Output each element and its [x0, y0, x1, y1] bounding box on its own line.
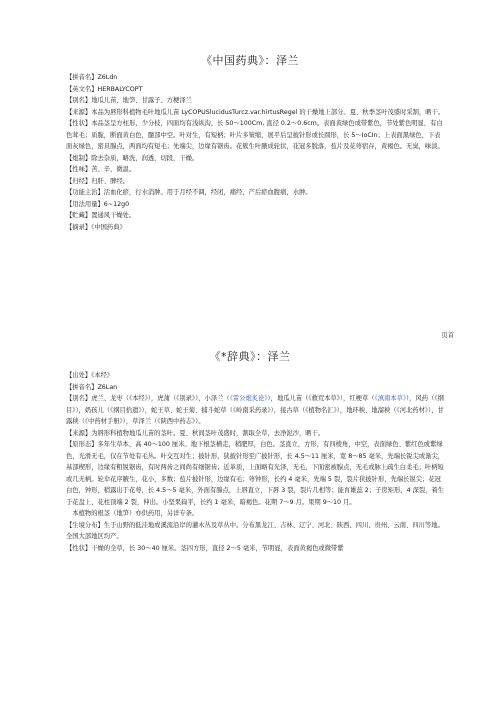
- doc1-characteristics: 【性状】本品茎呈方柱形，少分枝，四面均有浅纵沟，长 50～100Cm, 直径 0.2～0.6cm。表面黄绿色或带紫色，节处紫色明显，有白色茸毛；质脆，断面黄白色，髓部中空。叶对生，有短柄；叶片多皱缩，展平后呈披针形或长圆形，长 5～IoCIn；上表面黑绿色，下表面灰绿色，密具腺点，两面均有短毛；先端尖，边缘有锯齿。花簇生叶腋成轮状，花冠多脱落，苞片及花萼宿存，黄褐色。无臭，味淡。: [66, 120, 444, 150]
- doc2-pinyin: 【拼音名】Z6Lan: [66, 383, 118, 391]
- leigong-link[interactable]: 《雷公炮炙论》: [229, 395, 268, 402]
- doc1-excerpt: 【摘录】《中国药典》: [66, 223, 126, 231]
- doc2-morphology: 【原形态】多年生草本，高 40～100 厘米。地下根茎横走，稍肥厚，白色。茎直立，方形，有四棱角，中空，表面绿色、紫红色或紫绿色，光滑无毛，仅在节处有毛丛。叶交互对生；披针形，狭披针形至广披针形，长 4.5～11 厘米，宽 8～85 毫米，先端长锐尖或渐尖，基部楔形，边缘有粗锐锯齿，有时两齿之间尚有细锯齿；近革质，上面略有光泽，无毛，下面密被腺点，无毛或脉上疏生白柔毛；叶柄短或几无柄。轮伞花序腋生，花小，多数；苞片披针形，边缘有毛；萼钟形，长约 4 毫米，先端 5 裂，裂片狭披针形，先端长锐尖；花冠白色，钟形，稍露出于花萼，长 4.5～5 毫米，外面有腺点，上唇直立，下唇 3 裂，裂片几相等；能育雄蕊 2；子房矩形，4 深裂，着生于花盘上，花柱顶端 2 裂，伸出。小坚果扁平，长约 1 毫米，暗褐色。花期 7～9 月。果期 9～10 月。: [66, 441, 445, 506]
- doc1-body: [66, 72, 446, 233]
- doc2-body: [66, 370, 446, 554]
- doc2-title: 《*辞典》：泽兰: [209, 350, 291, 363]
- doc2-aliases-text-a: 【别名】虎兰、龙枣（《本经》），虎蒲（《别录》），小泽兰（: [66, 395, 230, 402]
- doc1-aliases: 【别名】地瓜儿苗、地笋、甘露子、方梗泽兰: [66, 97, 192, 104]
- doc1-taste: 【性味】苦、辛，微温。: [66, 166, 136, 173]
- doc2-habitat: 【生境分布】生于山野的低洼地或溪流沿岸的灌木丛及草丛中。分布黑龙江、吉林、辽宁、河北、陕西、四川、贵州、云南、四川等地。全国大部地区均产。: [66, 521, 444, 540]
- doc1-source: 【来源】本品为唇形科植物毛叶地瓜儿苗 LyCOPUSlucidusTurcz.var.hirtusRegel 的干燥地上部分。夏、秋季茎叶茂盛时采割，晒干。: [66, 108, 445, 116]
- page-top-link[interactable]: 页首: [441, 332, 454, 339]
- doc2-aliases: [66, 393, 446, 428]
- diannan-link[interactable]: 《滇南本草》: [374, 395, 407, 402]
- doc2-aliases-text-b: ），地瓜儿苗（《救荒本草》），红梗草（: [267, 395, 375, 402]
- doc1-english-name: 【英文名】HERBALYCOPT: [66, 85, 143, 93]
- doc2-origin: 【来源】为唇形科植物地瓜儿苗的茎叶。夏、秋间茎叶茂盛时，割取全草，去净泥沙，晒干。: [66, 429, 325, 437]
- doc1-dosage: 【用法用量】6~12g0: [66, 200, 130, 208]
- doc2-aliases-text-c: ），风药（《纲目》），奶孩儿（《纲目拾遗》），蛇王草、蛇王菊、捕斗蛇草（《岭南采药录》），接古草（《植物名汇》），地环秧、地溜秧（《河北药材》），甘露秧（《中药材手册》），草泽兰（《陕西中药志》）。: [66, 395, 444, 425]
- doc1-storage: 【贮藏】置通风干燥处。: [66, 212, 136, 219]
- doc1-processing: 【炮制】除去杂质，略洗，润透，切段，干燥。: [66, 154, 199, 162]
- doc2-characteristics: 【性状】干燥的全草，长 30～40 厘米。茎四方形，直径 2～5 毫米，节明显，表面黄褐色或微带紫: [66, 544, 344, 552]
- doc1-title: 《中国药典》：泽兰: [201, 54, 299, 67]
- doc2-source-book: 【出处】《本经》: [66, 372, 114, 379]
- doc1-meridian: 【归经】归肝、脾经。: [66, 177, 129, 185]
- doc2-note: 本植物的根茎（地笋）亦供药用，另详专条。: [66, 510, 199, 517]
- doc1-indications: 【功能主治】活血化瘀，行水消肿。用于月经不调，经闭，痛经，产后瘀血腹痛，水肿。: [66, 189, 312, 196]
- doc1-pinyin: 【拼音名】Z6Ldn: [66, 74, 118, 81]
